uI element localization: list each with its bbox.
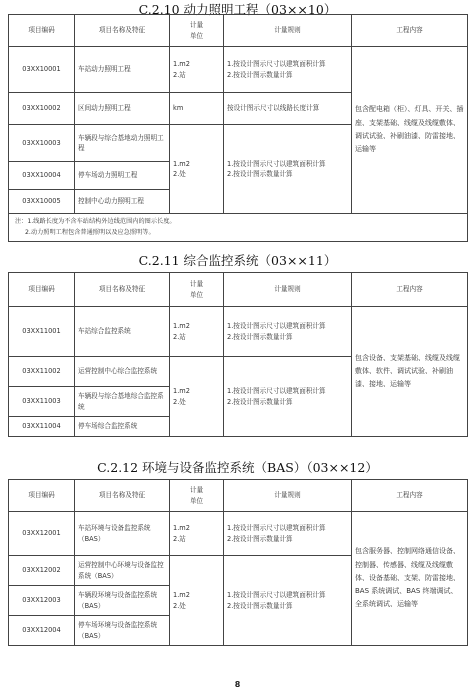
cell-rule: 1.按设计图示尺寸以建筑面积计算 2.按设计图示数量计算 bbox=[224, 512, 352, 556]
section-title-c2-10: C.2.10 动力照明工程（03××10） bbox=[138, 2, 337, 17]
cell-unit: km bbox=[170, 93, 224, 125]
note-line-2: 2.动力照明工程包含普通照明以及应急照明等。 bbox=[25, 228, 155, 236]
cell-unit: 1.m2 2.站 bbox=[170, 512, 224, 556]
cell-code: 03XX10001 bbox=[9, 47, 75, 93]
cell-content: 包含配电箱（柜）、灯具、开关、插座、支架基础、线缆及线缆敷体、调试试验、补刷油漆、防雷接地、运输等 bbox=[352, 47, 468, 214]
cell-name: 车站综合监控系统 bbox=[75, 307, 170, 357]
cell-name: 停车场环境与设备监控系统（BAS） bbox=[75, 616, 170, 646]
cell-code: 03XX12003 bbox=[9, 586, 75, 616]
header-code: 项目编码 bbox=[9, 15, 75, 47]
cell-name: 车站环境与设备监控系统（BAS） bbox=[75, 512, 170, 556]
cell-name: 停车场综合监控系统 bbox=[75, 417, 170, 437]
cell-code: 03XX12002 bbox=[9, 556, 75, 586]
note-line-1: 注：1.线路长度为不含车站结构外边线范围内的图示长度。 bbox=[15, 217, 176, 225]
cell-unit: 1.m2 2.处 bbox=[170, 357, 224, 437]
header-content: 工程内容 bbox=[352, 15, 468, 47]
table-c2-12 bbox=[8, 479, 468, 646]
cell-name: 车辆段环境与设备监控系统（BAS） bbox=[75, 586, 170, 616]
cell-name: 车辆段与综合基地动力照明工程 bbox=[75, 125, 170, 162]
cell-unit: 1.m2 2.处 bbox=[170, 125, 224, 214]
table-row bbox=[9, 47, 468, 93]
header-rule: 计量规则 bbox=[224, 480, 352, 512]
header-code: 项目编码 bbox=[9, 273, 75, 307]
cell-rule: 1.按设计图示尺寸以建筑面积计算 2.按设计图示数量计算 bbox=[224, 307, 352, 357]
header-unit: 计量 单位 bbox=[170, 15, 224, 47]
header-name: 项目名称及特征 bbox=[75, 15, 170, 47]
cell-rule: 按设计图示尺寸以线路长度计算 bbox=[224, 93, 352, 125]
table-row bbox=[9, 512, 468, 556]
cell-name: 运营控制中心环境与设备监控系统（BAS） bbox=[75, 556, 170, 586]
cell-code: 03XX10004 bbox=[9, 162, 75, 190]
cell-code: 03XX11004 bbox=[9, 417, 75, 437]
header-unit: 计量 单位 bbox=[170, 480, 224, 512]
cell-code: 03XX10002 bbox=[9, 93, 75, 125]
cell-code: 03XX12001 bbox=[9, 512, 75, 556]
cell-name: 运营控制中心综合监控系统 bbox=[75, 357, 170, 387]
header-name: 项目名称及特征 bbox=[75, 273, 170, 307]
table-row bbox=[9, 307, 468, 357]
cell-code: 03XX11002 bbox=[9, 357, 75, 387]
table-note bbox=[9, 214, 468, 242]
header-content: 工程内容 bbox=[352, 273, 468, 307]
header-content: 工程内容 bbox=[352, 480, 468, 512]
table-c2-10 bbox=[8, 14, 468, 242]
cell-name: 车站动力照明工程 bbox=[75, 47, 170, 93]
table-c2-11 bbox=[8, 272, 468, 437]
cell-code: 03XX10005 bbox=[9, 190, 75, 214]
cell-name: 控制中心动力照明工程 bbox=[75, 190, 170, 214]
cell-code: 03XX10003 bbox=[9, 125, 75, 162]
cell-unit: 1.m2 2.处 bbox=[170, 556, 224, 646]
cell-name: 车辆段与综合基地综合监控系统 bbox=[75, 387, 170, 417]
cell-content: 包含设备、支架基础、线缆及线缆敷体、软件、调试试验、补刷油漆、接地、运输等 bbox=[352, 307, 468, 437]
cell-name: 区间动力照明工程 bbox=[75, 93, 170, 125]
cell-name: 停车场动力照明工程 bbox=[75, 162, 170, 190]
cell-unit: 1.m2 2.站 bbox=[170, 47, 224, 93]
header-rule: 计量规则 bbox=[224, 273, 352, 307]
cell-rule: 1.按设计图示尺寸以建筑面积计算 2.按设计图示数量计算 bbox=[224, 125, 352, 214]
cell-code: 03XX11003 bbox=[9, 387, 75, 417]
cell-content: 包含服务器、控制网络通信设备、控制器、传感器、线缆及线缆敷体、设备基础、支架、防雷接地、BAS 系统调试、BAS 终端调试、全系统调试、运输等 bbox=[352, 512, 468, 646]
section-title-c2-11: C.2.11 综合监控系统（03××11） bbox=[138, 253, 337, 268]
header-unit: 计量 单位 bbox=[170, 273, 224, 307]
cell-code: 03XX12004 bbox=[9, 616, 75, 646]
header-name: 项目名称及特征 bbox=[75, 480, 170, 512]
cell-code: 03XX11001 bbox=[9, 307, 75, 357]
cell-rule: 1.按设计图示尺寸以建筑面积计算 2.按设计图示数量计算 bbox=[224, 556, 352, 646]
cell-rule: 1.按设计图示尺寸以建筑面积计算 2.按设计图示数量计算 bbox=[224, 47, 352, 93]
cell-rule: 1.按设计图示尺寸以建筑面积计算 2.按设计图示数量计算 bbox=[224, 357, 352, 437]
page-number: 8 bbox=[234, 680, 241, 689]
header-code: 项目编码 bbox=[9, 480, 75, 512]
cell-unit: 1.m2 2.站 bbox=[170, 307, 224, 357]
section-title-c2-12: C.2.12 环境与设备监控系统（BAS）（03××12） bbox=[97, 460, 378, 475]
header-rule: 计量规则 bbox=[224, 15, 352, 47]
